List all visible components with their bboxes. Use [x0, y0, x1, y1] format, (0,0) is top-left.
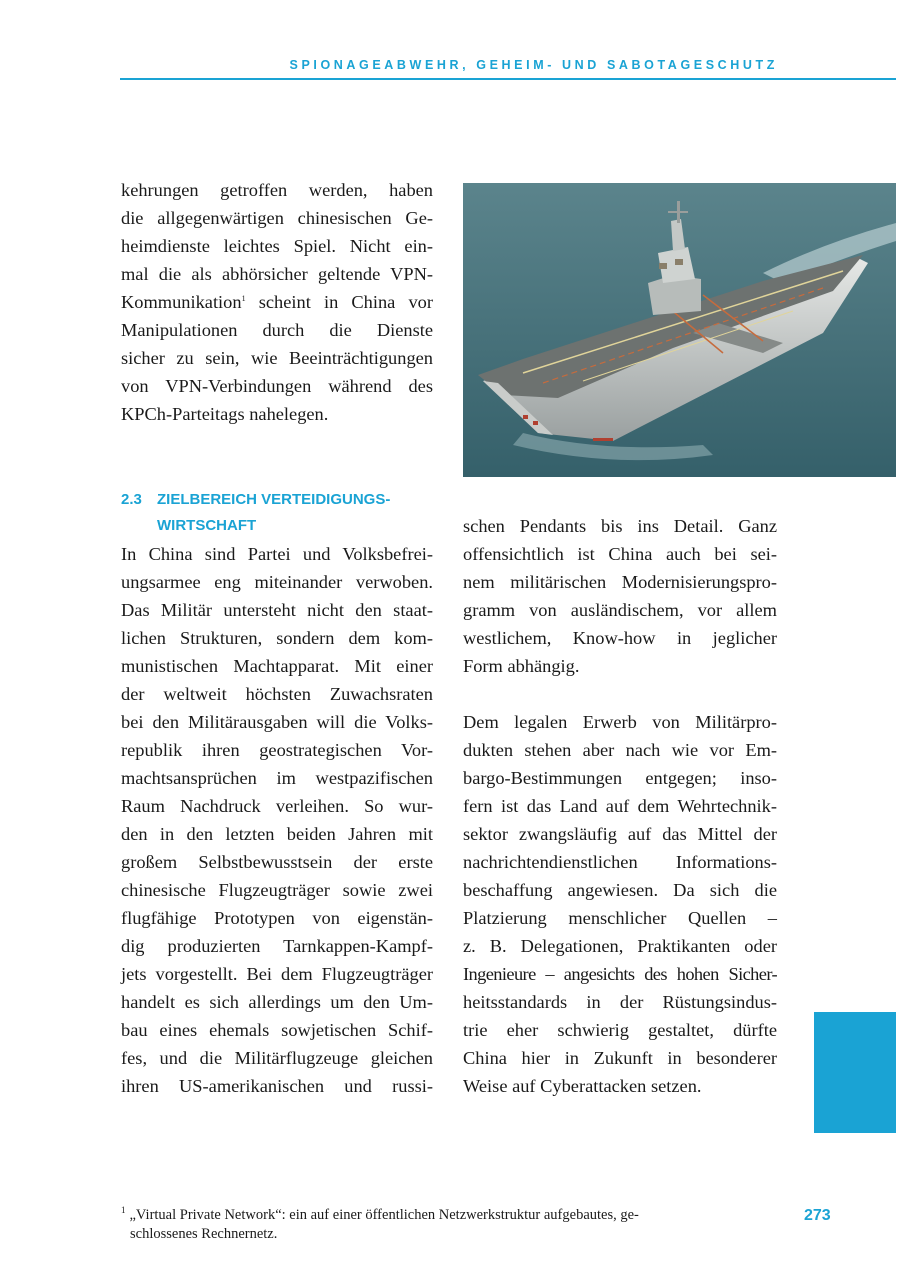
text-line: die allgegenwärtigen chinesischen Ge-: [121, 208, 433, 228]
text-line: sektor zwangsläufig auf das Mittel der: [463, 824, 777, 844]
text-line: In China sind Partei und Volksbefrei-: [121, 544, 433, 564]
text-line: dukten stehen aber nach wie vor Em-: [463, 740, 777, 760]
footnote: [121, 1206, 771, 1244]
text-line: beschaffung angewiesen. Da sich die: [463, 880, 777, 900]
left-bottom-paragraph: [121, 540, 433, 1100]
text-line: Form abhängig.: [463, 656, 580, 676]
text-line: bei den Militärausgaben will die Volks-: [121, 712, 433, 732]
text-line: Ingenieure – angesichts des hohen Sicher-: [463, 964, 777, 984]
text-line: der weltweit höchsten Zuwachsraten: [121, 684, 433, 704]
right-paragraph-2: [463, 708, 777, 1100]
text-line: gramm von ausländischem, vor allem: [463, 600, 777, 620]
text-line: Raum Nachdruck verleihen. So wur-: [121, 796, 433, 816]
text-line: ungsarmee eng miteinander verwoben.: [121, 572, 433, 592]
text-line: chinesische Flugzeugträger sowie zwei: [121, 880, 433, 900]
text-line: offensichtlich ist China auch bei sei-: [463, 544, 777, 564]
text-line: bargo-Bestimmungen entgegen; inso-: [463, 768, 777, 788]
running-header-title: SPIONAGEABWEHR, GEHEIM- UND SABOTAGESCHUTZ: [289, 58, 778, 72]
text-line: heimdienste leichtes Spiel. Nicht ein-: [121, 236, 433, 256]
text-line: kehrungen getroffen werden, haben: [121, 180, 433, 200]
text-line: westlichem, Know-how in jeglicher: [463, 628, 777, 648]
text-line: China hier in Zukunft in besonderer: [463, 1048, 777, 1068]
text-fragment: Kommunikation: [121, 292, 242, 312]
text-fragment: scheint in China vor: [258, 292, 433, 312]
text-line: dig produzierten Tarnkappen-Kampf-: [121, 936, 433, 956]
text-line: machtsansprüchen im westpazifischen: [121, 768, 433, 788]
footnote-mark: 1: [121, 1205, 126, 1216]
text-line: Manipulationen durch die Dienste: [121, 320, 433, 340]
chapter-side-tab: [814, 1012, 896, 1133]
text-line: den in den letzten beiden Jahren mit: [121, 824, 433, 844]
right-column: [463, 512, 777, 1100]
left-top-paragraph: [121, 176, 433, 428]
text-line: Das Militär untersteht nicht den staat-: [121, 600, 433, 620]
text-line: ihren US-amerikanischen und russi-: [121, 1076, 433, 1096]
text-line: munistischen Machtapparat. Mit einer: [121, 656, 433, 676]
text-line: fes, und die Militärflugzeuge gleichen: [121, 1048, 433, 1068]
right-paragraph-1: [463, 512, 777, 680]
text-line: fern ist das Land auf dem Wehrtechnik-: [463, 796, 777, 816]
text-line: [121, 288, 433, 316]
section-heading: [121, 487, 441, 539]
text-line: flugfähige Prototypen von eigenstän-: [121, 908, 433, 928]
text-line: handelt es sich allerdings um den Um-: [121, 992, 433, 1012]
aircraft-carrier-illustration: [463, 183, 896, 477]
text-line: von VPN-Verbindungen während des: [121, 376, 433, 396]
footnote-line1: „Virtual Private Network“: ein auf einer öffentlichen Netzwerkstruktur aufgebautes, ge-: [129, 1207, 639, 1223]
section-number: 2.3: [121, 491, 142, 508]
text-line: nachrichtendienstlichen Informations-: [463, 852, 777, 872]
text-line: großem Selbstbewusstsein der erste: [121, 852, 433, 872]
text-line: mal die als abhörsicher geltende VPN-: [121, 264, 433, 284]
section-title-line1: ZIELBEREICH VERTEIDIGUNGS-: [157, 491, 391, 508]
text-line: nem militärischen Modernisierungspro-: [463, 572, 777, 592]
text-line: KPCh-Parteitags nahelegen.: [121, 404, 329, 424]
text-line: heitsstandards in der Rüstungsindus-: [463, 992, 777, 1012]
text-line: trie eher schwierig gestaltet, dürfte: [463, 1020, 777, 1040]
running-header: [120, 52, 896, 80]
text-line: sicher zu sein, wie Beeinträchtigungen: [121, 348, 433, 368]
footnote-line2: schlossenes Rechnernetz.: [130, 1226, 278, 1242]
text-line: republik ihren geostrategischen Vor-: [121, 740, 433, 760]
text-line: Platzierung menschlicher Quellen –: [463, 908, 777, 928]
aircraft-carrier-photo: [463, 183, 896, 477]
page-number: 273: [804, 1207, 831, 1224]
text-line: z. B. Delegationen, Praktikanten oder: [463, 936, 777, 956]
text-line: Weise auf Cyberattacken setzen.: [463, 1076, 702, 1096]
section-title-line2: WIRTSCHAFT: [157, 517, 257, 534]
text-line: lichen Strukturen, sondern dem kom-: [121, 628, 433, 648]
text-line: schen Pendants bis ins Detail. Ganz: [463, 516, 777, 536]
text-line: bau eines ehemals sowjetischen Schif-: [121, 1020, 433, 1040]
text-line: Dem legalen Erwerb von Militärpro-: [463, 712, 777, 732]
footnote-reference: 1: [241, 293, 246, 303]
text-line: jets vorgestellt. Bei dem Flugzeugträger: [121, 964, 433, 984]
